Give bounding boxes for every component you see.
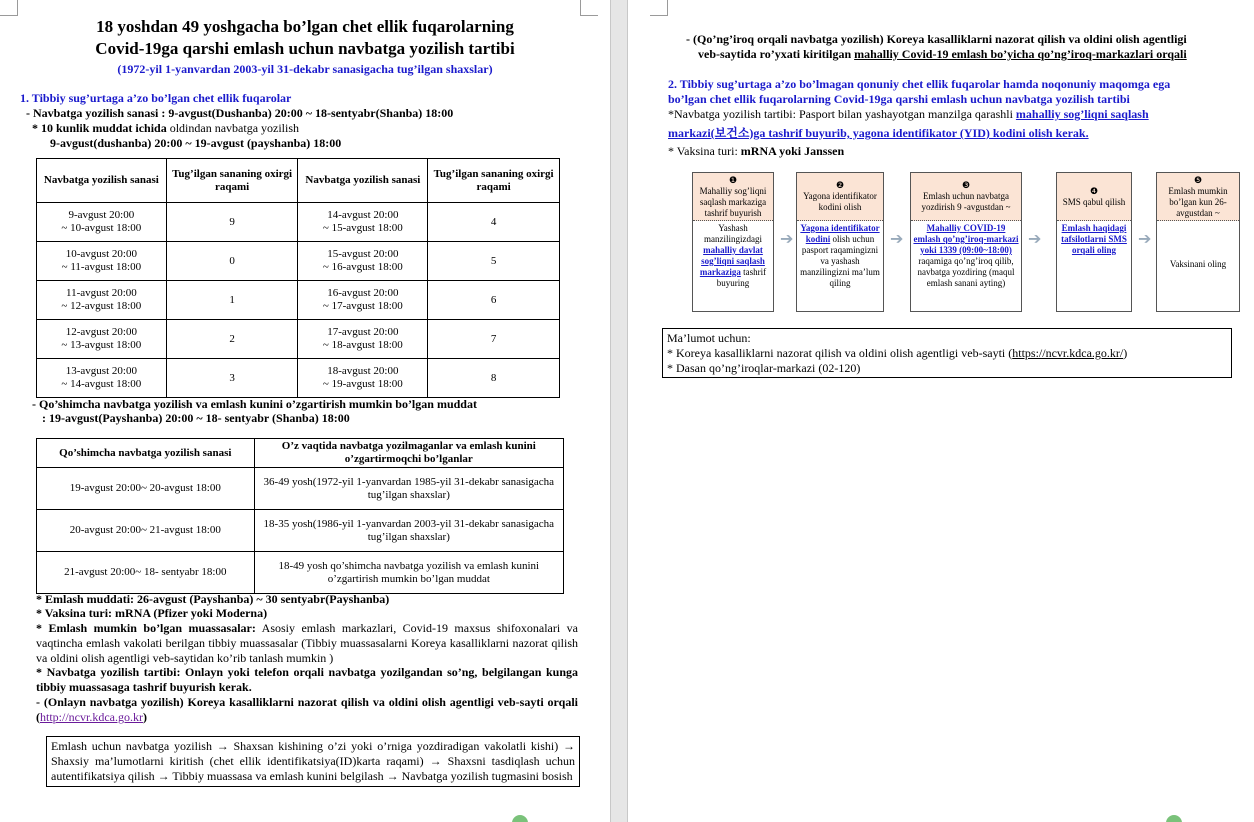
cell-text: ~ 16-avgust 18:00 [322,261,403,273]
cell-text: 14-avgust 20:00 [327,209,399,221]
step-text: Vaksinani oling [1169,259,1227,269]
table-cell [166,242,298,281]
info-line1 [667,346,1227,361]
cell-text: 7 [490,332,497,345]
table-row [37,552,564,594]
cell-text: 11-avgust 20:00 [65,287,137,299]
info-box [662,328,1232,378]
online-registration-paragraph [36,695,578,725]
step-number-icon: ❶ [728,174,738,185]
table-cell [37,242,167,281]
table-cell [298,320,428,359]
flow-step-body [797,221,883,291]
info-line1-close: ) [1123,346,1128,360]
vaccine-label: * Vaksina turi: [668,144,741,158]
info-title: Ma’lumot uchun: [667,331,751,345]
table-row [37,468,564,510]
cell-text: 16-avgust 20:00 [327,287,399,299]
table-cell [428,203,560,242]
table-row [37,359,560,398]
step-title: SMS qabul qilish [1062,196,1126,207]
online-close: ) [142,710,147,724]
cell-text: 9 [229,215,235,228]
step-text: raqamiga qo’ng’iroq qilib, navbatga yozdiring (maqul emlash sanani ayting) [917,256,1015,288]
phone-line2-underlined: mahalliy Covid-19 emlash bo’yicha qo’ng’iroq-markazlari orqali [854,47,1187,61]
table-cell [37,359,167,398]
cell-text: 5 [490,254,497,267]
table-row [37,510,564,552]
flow-step-body [693,221,773,291]
table-cell [428,320,560,359]
arrow-right-icon: ➔ [780,231,794,248]
table-cell: 18-49 yosh qo’shimcha navbatga yozilish va emlash kunini o’zgartirish mumkin bo’lgan muddat [254,552,563,594]
table-cell: 36-49 yosh(1972-yil 1-yanvardan 1985-yil 31-dekabr sanasigacha tug’ilgan shaxslar) [254,468,563,510]
document-page-right [628,0,1254,822]
ten-day-label: * 10 kunlik muddat ichida [32,121,167,135]
table-cell [428,359,560,398]
phone-registration-line2 [698,47,1187,62]
cell-text: ~ 13-avgust 18:00 [61,339,142,351]
table-cell [298,359,428,398]
step-link-text: mahalliy davlat sog’liqni saqlash markaziga [699,245,765,277]
step-number-icon: ❸ [961,180,971,190]
flow-step-body [1157,221,1239,272]
crop-mark [650,0,668,16]
step-text: Yashash manzilingizdagi [704,223,762,244]
vaccine-type-line [668,144,844,159]
registration-date: - Navbatga yozilish sanasi : 9-avgust(Dushanba) 20:00 ~ 18-sentyabr(Shanba) 18:00 [26,106,454,120]
arrow-right-icon: ➔ [890,231,904,248]
table-row [37,320,560,359]
additional-registration-table [36,438,564,594]
cell-text: 13-avgust 20:00 [65,365,137,377]
cell-text: 4 [490,215,497,228]
institutions-paragraph [36,621,578,666]
step-title: Yagona identifikator kodini olish [803,191,877,212]
cell-text: 9-avgust 20:00 [68,209,135,221]
online-link[interactable]: http://ncvr.kdca.go.kr [40,710,143,724]
table-cell [166,320,298,359]
procedure-paragraph: * Navbatga yozilish tartibi: Onlayn yoki telefon orqali navbatga yozilgandan so’ng, belgilangan kunga tibbiy muassasaga tashrif buyurish kerak. [36,665,578,694]
vaccination-period: * Emlash muddati: 26-avgust (Payshanba) ~ 30 sentyabr(Payshanba) [36,592,390,606]
table-cell [37,281,167,320]
table-cell [298,281,428,320]
arrow-right-icon: ➔ [1028,231,1042,248]
cell-text: 2 [229,332,235,345]
extra-period-line2: : 19-avgust(Payshanba) 20:00 ~ 18- sentyabr (Shanba) 18:00 [42,411,350,425]
step-text: tashrif buyuring [716,267,767,288]
page-gutter [610,0,628,822]
flow-step-header [1057,173,1131,221]
flow-step-4 [1056,172,1132,312]
flow-step-body [1057,221,1131,258]
table-header: Tug’ilgan sananing oxirgi raqami [428,159,560,203]
step-link-text: Yagona identifikator kodini [800,223,880,244]
table-header: O’z vaqtida navbatga yozilmaganlar va emlash kunini o’zgartirmoqchi bo’lganlar [254,439,563,468]
table-header: Navbatga yozilish sanasi [37,159,167,203]
section2-heading-line1: 2. Tibbiy sug’urtaga a’zo bo’lmagan qonuniy chet ellik fuqarolar hamda noqonuniy maqomga ega [668,77,1171,91]
section2-procedure-line2: markazi(보건소)ga tashrif buyurib, yagona identifikator (YID) kodini olish kerak. [668,126,1089,140]
arrow-right-icon: ➔ [1138,231,1152,248]
table-header: Tug’ilgan sananing oxirgi raqami [166,159,298,203]
flow-step-3 [910,172,1022,312]
table-cell [298,203,428,242]
flow-step-1 [692,172,774,312]
flow-step-header [693,173,773,221]
info-line1-text: * Koreya kasalliklarni nazorat qilish va oldini olish agentligi veb-sayti ( [667,346,1013,360]
ten-day-note [32,121,299,136]
status-indicator [1166,815,1182,822]
flow-step-header [797,173,883,221]
cell-text: 18-avgust 20:00 [327,365,399,377]
table-cell [166,359,298,398]
flow-step-5 [1156,172,1240,312]
cell-text: ~ 15-avgust 18:00 [322,222,403,234]
step-link-text: Emlash haqidagi tafsilotlarni SMS orqali oling [1061,223,1127,255]
cell-text: ~ 17-avgust 18:00 [322,300,403,312]
birthdate-schedule-table [36,158,560,398]
cell-text: ~ 11-avgust 18:00 [61,261,142,273]
table-cell [166,203,298,242]
cell-text: ~ 18-avgust 18:00 [322,339,403,351]
crop-mark [0,0,18,16]
section2-procedure-line1 [668,107,1149,122]
table-cell [428,281,560,320]
cell-text: ~ 19-avgust 18:00 [322,378,403,390]
ten-day-range: 9-avgust(dushanba) 20:00 ~ 19-avgust (payshanba) 18:00 [50,136,342,150]
crop-mark [580,0,598,16]
step-title: Emlash uchun navbatga yozdirish 9 -avgustdan ~ [921,191,1011,212]
institutions-label: * Emlash mumkin bo’lgan muassasalar: [36,621,256,635]
status-indicator [512,815,528,822]
phone-registration-line1: - (Qo’ng’iroq orqali navbatga yozilish) Koreya kasalliklarni nazorat qilish va oldini olish agentligi [686,32,1187,46]
flow-step-2 [796,172,884,312]
phone-line2-text: veb-saytida ro’yxati kiritilgan [698,47,855,61]
cell-text: 8 [490,371,497,384]
table-cell [428,242,560,281]
procedure-text: *Navbatga yozilish tartibi: Pasport bilan yashayotgan manzilga qarashli [668,107,1016,121]
table-cell [37,320,167,359]
cell-text: 15-avgust 20:00 [327,248,399,260]
step-number-icon: ❺ [1193,174,1203,185]
document-subtitle: (1972-yil 1-yanvardan 2003-yil 31-dekabr sanasigacha tug’ilgan shaxslar) [117,62,493,76]
online-text: - (Onlayn navbatga yozilish) Koreya kasalliklarni nazorat qilish va oldini olish agentligi veb-sayti orqali ( [36,695,578,724]
cell-text: ~ 12-avgust 18:00 [61,300,142,312]
step-link-text: Mahalliy COVID-19 emlash qo’ng’iroq-markazi yoki 1339 (09:00~18:00) [913,223,1019,255]
cell-text: ~ 10-avgust 18:00 [61,222,142,234]
step-title: Mahalliy sog’liqni saqlash markaziga tashrif buyurish [699,185,767,218]
table-row [37,242,560,281]
vaccine-type: * Vaksina turi: mRNA (Pfizer yoki Moderna) [36,606,268,620]
cell-text: 17-avgust 20:00 [327,326,399,338]
cell-text: 10-avgust 20:00 [65,248,137,260]
cell-text: 6 [490,293,497,306]
table-cell: 20-avgust 20:00~ 21-avgust 18:00 [37,510,255,552]
table-cell: 19-avgust 20:00~ 20-avgust 18:00 [37,468,255,510]
flow-step-header [911,173,1021,221]
extra-period-line1: - Qo’shimcha navbatga yozilish va emlash kunini o’zgartirish mumkin bo’lgan muddat [32,397,477,411]
document-page-left [0,0,610,822]
table-row [37,281,560,320]
table-cell [37,203,167,242]
table-cell [298,242,428,281]
step-text: olish uchun pasport raqamingizni va yashash manzilingizni ma’lum qiling [800,234,880,288]
vaccine-value: mRNA yoki Janssen [740,144,845,158]
table-row [37,203,560,242]
cell-text: 1 [229,293,235,306]
flow-step-body [911,221,1021,291]
institutions-text: Asosiy emlash markazlari, Covid-19 maxsus shifoxonalari va vaqtincha emlash vakolati berilgan tibbiy muassasalar (Tibbiy muassasalarni Koreya kasalliklarni nazorat qilish va oldini olish agentligi veb-saytidan ko’rib tanlash mumkin ) [36,621,578,665]
cell-text: 3 [229,371,235,384]
ten-day-rest: oldindan navbatga yozilish [166,121,300,135]
cell-text: 12-avgust 20:00 [65,326,137,338]
document-title-line2: Covid-19ga qarshi emlash uchun navbatga yozilish tartibi [95,39,515,58]
step-number-icon: ❹ [1089,185,1099,196]
step-number-icon: ❷ [835,180,845,190]
cell-text: ~ 14-avgust 18:00 [61,378,142,390]
info-link[interactable]: https://ncvr.kdca.go.kr/ [1012,346,1124,360]
document-title-line1: 18 yoshdan 49 yoshgacha bo’lgan chet ellik fuqarolarning [96,17,514,36]
table-cell: 21-avgust 20:00~ 18- sentyabr 18:00 [37,552,255,594]
table-header: Navbatga yozilish sanasi [298,159,428,203]
flow-step-header [1157,173,1239,221]
section1-heading: 1. Tibbiy sug’urtaga a’zo bo’lgan chet ellik fuqarolar [20,91,292,105]
cell-text: 0 [229,254,235,267]
steps-box: Emlash uchun navbatga yozilish → Shaxsan kishining o’zi yoki o’rniga yozdiradigan vakolatli kishi) → Shaxsiy ma’lumotlarni kiritish (chet ellik identifikatsiya(ID)karta raqami) → Shaxsni tasdiqlash uchun autentifikatsiya qilish → Tibbiy muassasa va emlash kunini belgilash → Navbatga yozilish tugmasini bosish [46,736,580,787]
table-header: Qo’shimcha navbatga yozilish sanasi [37,439,255,468]
procedure-link: mahalliy sog’liqni saqlash [1015,107,1149,121]
table-cell [166,281,298,320]
section2-heading-line2: bo’lgan chet ellik fuqarolarning Covid-19ga qarshi emlash uchun navbatga yozilish tartibi [668,92,1130,106]
step-title: Emlash mumkin bo’lgan kun 26-avgustdan ~ [1168,185,1228,218]
info-line2: * Dasan qo’ng’iroqlar-markazi (02-120) [667,361,861,375]
table-cell: 18-35 yosh(1986-yil 1-yanvardan 2003-yil 31-dekabr sanasigacha tug’ilgan shaxslar) [254,510,563,552]
